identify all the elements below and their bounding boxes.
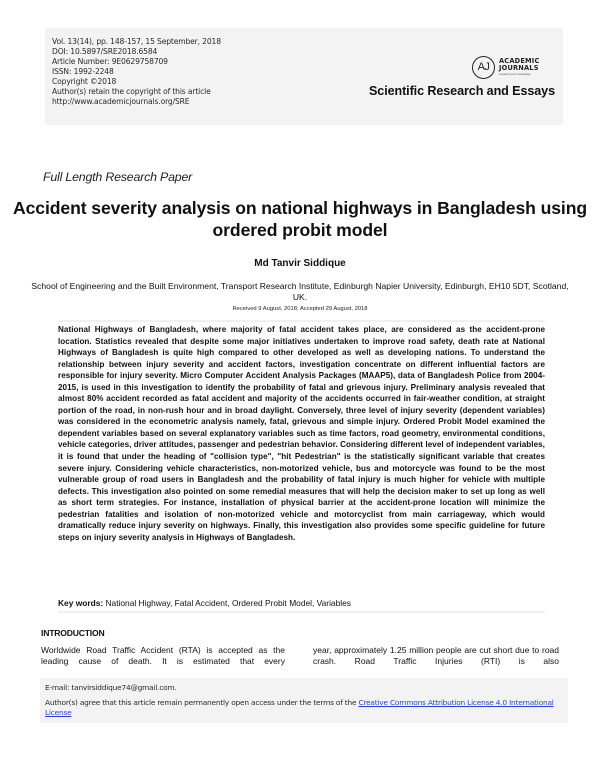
logo-line-1: ACADEMIC [499,57,540,65]
logo-tagline: expand your knowledge [499,72,531,76]
copyright-note: Author(s) retain the copyright of this article [52,87,211,96]
keywords-list: National Highway, Fatal Accident, Ordered Probit Model, Variables [105,598,351,608]
received-accepted-dates: Received 9 August, 2018; Accepted 29 August, 2018 [232,306,368,312]
keywords-label: Key words: [58,598,104,608]
section-heading-introduction: INTRODUCTION [41,628,105,638]
logo-line-2: JOURNALS [499,64,539,72]
doi: DOI: 10.5897/SRE2018.6584 [52,47,158,56]
aj-logo-icon: AJ [472,56,495,79]
volume-info: Vol. 13(14), pp. 148-157, 15 September, 2018 [52,37,221,46]
intro-right-column: year, approximately 1.25 million people are cut short due to road crash. Road Traffic Injuries (RTI) is also [313,645,559,667]
academic-journals-logo [472,55,539,79]
paper-title: Accident severity analysis on national highways in Bangladesh using ordered probit model [12,198,588,240]
abstract [58,320,545,613]
corresponding-email[interactable]: E-mail: tanvirsiddique74@gmail.com. [45,683,177,692]
logo-wordmark [499,58,539,76]
copyright: Copyright ©2018 [52,77,117,86]
license-statement [45,698,565,717]
footer-notes [40,678,568,723]
journal-url[interactable]: http://www.academicjournals.org/SRE [52,97,190,106]
license-link[interactable]: Creative Commons Attribution License 4.0 International License [45,698,554,717]
article-number: Article Number: 9E0629758709 [52,57,168,66]
issn: ISSN: 1992-2248 [52,67,114,76]
paper-type: Full Length Research Paper [43,170,193,184]
author-name: Md Tanvir Siddique [254,258,346,269]
abstract-text: National Highways of Bangladesh, where majority of fatal accident takes place, are considered as the accident-prone location. Statistics revealed that despite some major initiatives undertaken to improve road safety, death rate at National Highways of Bangladesh is quite high compared to other developed as well as developing nations. To understand the relationship between injury severity and accident factors, investigation concentrate on different influential factors are responsible for injury severity. Micro Computer Accident Analysis Packages (MAAP5), data of Bangladesh Police from 2004-2015, is used in this investigation to identify the probability of fatal and grievous injury. Preliminary analysis revealed that almost 80% accident recorded as fatal accident and majority of the accidents occurred in fair-weather condition, at straight portion of the road, in non-rush hour and in broad daylight. Conversely, three level of injury severity (dependent variables) was considered in the econometric analysis namely, fatal, grievous and simple injury. Ordered Probit Model examined the dependent variables based on several explanatory variables such as time factors, road geometry, environmental conditions, vehicle categories, driver attitudes, passenger and pedestrian behavior. Considering different level of independent variables, it is found that under the heading of "collision type", "hit Pedestrian" is the statistically significant variable that creates severe injury. Considering vehicle characteristics, non-motorized vehicle, bus and motorcycle was found to be the most vulnerable group of road users in Bangladesh and the probability of fatal injury is much higher for vehicle with multiple defects. This investigation also pointed on some remedial measures that will help the decision maker to set up long as well as short term strategies. For instance, installation of physical barrier at the accident-prone location will minimize the pedestrian fatalities and isolation of non-motorized vehicle and motorcyclist from main carriageway, which would dramatically reduce injury severity on highways. Finally, this investigation also provides some specific guideline for future steps on injury severity analysis in Highways of Bangladesh. [58,325,545,542]
intro-left-column: Worldwide Road Traffic Accident (RTA) is accepted as the leading cause of death. It is estimated that every [41,645,285,667]
journal-name: Scientific Research and Essays [368,84,555,98]
author-affiliation: School of Engineering and the Built Environment, Transport Research Institute, Edinburgh Napier University, Edinburgh, EH10 5DT, Scotland, UK. [31,281,569,302]
keywords [58,598,351,608]
article-metadata [52,37,221,107]
license-text: Author(s) agree that this article remain permanently open access under the terms of the [45,698,359,707]
journal-header [45,28,563,125]
